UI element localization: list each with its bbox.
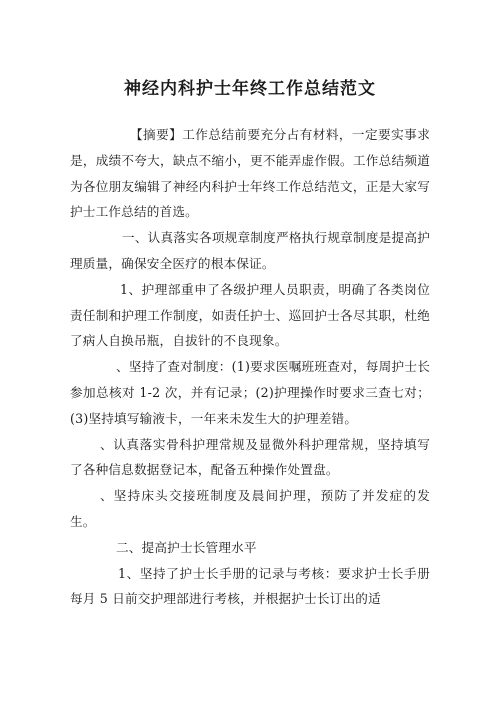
document-title: 神经内科护士年终工作总结范文 (124, 79, 376, 99)
section-2-item-1-paragraph: 1、坚持了护士长手册的记录与考核：要求护士长手册每月 5 日前交护理部进行考核，并根据护士长订出的适 (70, 565, 430, 607)
item-4-paragraph: 、坚持床头交接班制度及晨间护理，预防了并发症的发生。 (70, 488, 430, 529)
abstract-paragraph: 【摘要】工作总结前要充分占有材料，一定要实事求是，成绩不夸大，缺点不缩小，更不能弄虚作假。工作总结频道为各位朋友编辑了神经内科护士年终工作总结范文，正是大家写护士工作总结的首选。 (70, 127, 430, 220)
section-2-heading: 二、提高护士长管理水平 (116, 539, 257, 555)
item-2-paragraph: 、坚持了查对制度：(1)要求医嘱班班查对，每周护士长参加总核对 1-2 次，并有记录；(2)护理操作时要求三查七对；(3)坚持填写输液卡，一年来未发生大的护理差错。 (70, 359, 430, 426)
item-1-paragraph: 1、护理部重申了各级护理人员职责，明确了各类岗位责任制和护理工作制度，如责任护士、巡回护士各尽其职，杜绝了病人自换吊瓶，自拔针的不良现象。 (70, 281, 430, 349)
section-1-heading-paragraph: 一、认真落实各项规章制度严格执行规章制度是提高护理质量，确保安全医疗的根本保证。 (70, 230, 430, 271)
item-3-paragraph: 、认真落实骨科护理常规及显微外科护理常规，坚持填写了各种信息数据登记本，配备五种操作处置盘。 (70, 436, 430, 478)
